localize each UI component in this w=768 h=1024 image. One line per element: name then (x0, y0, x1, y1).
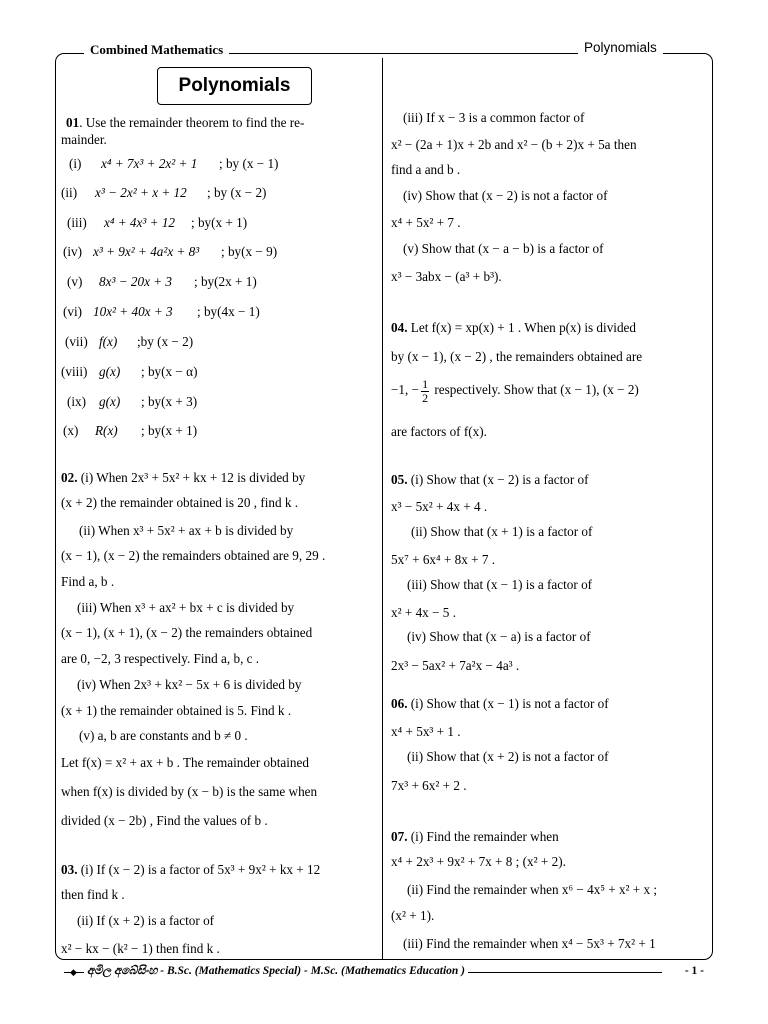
q03-line (61, 862, 320, 879)
q04-text: Let f(x) = xp(x) + 1 . When p(x) is divided (407, 320, 636, 335)
q02-line: when f(x) is divided by (x − b) is the same when (61, 784, 318, 799)
q01-part-label: (ii) (61, 185, 78, 200)
column-divider (382, 58, 383, 960)
q01-part-expr: g(x) (99, 394, 121, 409)
q06-number: 06. (391, 696, 408, 711)
q07-line: x⁴ + 2x³ + 9x² + 7x + 8 ; (x² + 2). (391, 854, 566, 869)
one-half-fraction (421, 378, 429, 404)
q01-part-divisor: ; by(x + 1) (191, 215, 248, 230)
q01-intro-text: . Use the remainder theorem to find the re- (79, 115, 305, 130)
q01-part-divisor: ; by(x + 3) (141, 394, 198, 409)
q02-line: Find a, b . (61, 574, 115, 589)
header-subject: Combined Mathematics (84, 42, 229, 58)
q07-line: (x² + 1). (391, 908, 435, 923)
q02-line: divided (x − 2b) , Find the values of b . (61, 813, 268, 828)
q02-line: (v) a, b are constants and b ≠ 0 . (79, 728, 248, 743)
q03-line: (ii) If (x + 2) is a factor of (77, 913, 215, 928)
q01-part-expr: x⁴ + 7x³ + 2x² + 1 (101, 156, 198, 171)
q05-line: x² + 4x − 5 . (391, 605, 456, 620)
q05-line: 2x³ − 5ax² + 7a²x − 4a³ . (391, 658, 520, 673)
q01-part-expr: 8x³ − 20x + 3 (99, 274, 173, 289)
q02-line: Let f(x) = x² + ax + b . The remainder obtained (61, 755, 309, 770)
q01-part-label: (v) (67, 274, 83, 289)
q01-part-expr: f(x) (99, 334, 118, 349)
q02-line: (iv) When 2x³ + kx² − 5x + 6 is divided by (77, 677, 302, 692)
q01-part-divisor: ;by (x − 2) (137, 334, 194, 349)
q01-part-divisor: ; by(4x − 1) (197, 304, 260, 319)
q01-part-label: (x) (63, 423, 79, 438)
q01-part-label: (vi) (63, 304, 83, 319)
q01-part-label: (iii) (67, 215, 87, 230)
q07-line: (iii) Find the remainder when x⁴ − 5x³ + 7x² + 1 (403, 936, 656, 951)
q05-line: (iv) Show that (x − a) is a factor of (407, 629, 591, 644)
q07-line: (ii) Find the remainder when x⁶ − 4x⁵ + x² + x ; (407, 882, 658, 897)
q03-cont-line: x³ − 3abx − (a³ + b³). (391, 269, 502, 284)
page-number: - 1 - (684, 965, 704, 977)
q04-line: are factors of f(x). (391, 424, 487, 439)
q05-text: (i) Show that (x − 2) is a factor of (407, 472, 589, 487)
q05-line: (ii) Show that (x + 1) is a factor of (411, 524, 593, 539)
page-footer (64, 962, 704, 984)
q06-text: (i) Show that (x − 1) is not a factor of (407, 696, 609, 711)
q02-line: (x − 1), (x + 1), (x − 2) the remainders obtained (61, 625, 313, 640)
q01-intro-a (66, 115, 304, 132)
q01-part-divisor: ; by (x − 2) (207, 185, 267, 200)
q04-line (391, 378, 639, 404)
q06-line: 7x³ + 6x² + 2 . (391, 778, 467, 793)
q05-line: 5x⁷ + 6x⁴ + 8x + 7 . (391, 552, 496, 567)
q01-part-divisor: ; by (x − 1) (219, 156, 279, 171)
q01-part-label: (vii) (65, 334, 88, 349)
q01-part-label: (i) (69, 156, 82, 171)
q05-line: (iii) Show that (x − 1) is a factor of (407, 577, 593, 592)
q07-text: (i) Find the remainder when (407, 829, 559, 844)
q03-cont-line: x² − (2a + 1)x + 2b and x² − (b + 2)x + 5a then (391, 137, 637, 152)
q04-text: respectively. Show that (x − 1), (x − 2) (431, 382, 639, 398)
q01-part-label: (viii) (61, 364, 88, 379)
q06-line: x⁴ + 5x³ + 1 . (391, 724, 461, 739)
q02-line: (x − 1), (x − 2) the remainders obtained are 9, 29 . (61, 548, 326, 563)
q02-line: (x + 2) the remainder obtained is 20 , find k . (61, 495, 299, 510)
q02-line: (x + 1) the remainder obtained is 5. Find k . (61, 703, 292, 718)
q02-number: 02. (61, 470, 78, 485)
q03-text: (i) If (x − 2) is a factor of 5x³ + 9x² + kx + 12 (80, 862, 321, 877)
q04-values: −1, − (391, 382, 420, 398)
q05-line: x³ − 5x² + 4x + 4 . (391, 499, 488, 514)
q07-line (391, 829, 559, 846)
q06-line (391, 696, 609, 713)
q01-part-expr: x³ − 2x² + x + 12 (95, 185, 187, 200)
q05-line (391, 472, 589, 489)
q01-part-label: (ix) (67, 394, 87, 409)
q02-line: (iii) When x³ + ax² + bx + c is divided by (77, 600, 295, 615)
q03-line: then find k . (61, 887, 125, 902)
q07-number: 07. (391, 829, 408, 844)
q04-number: 04. (391, 320, 408, 335)
fraction-numerator: 1 (422, 377, 429, 391)
q06-line: (ii) Show that (x + 2) is not a factor of (407, 749, 609, 764)
footer-bullet-icon: ◆ (70, 967, 77, 977)
page-title: Polynomials (157, 67, 312, 105)
q02-line: are 0, −2, 3 respectively. Find a, b, c . (61, 651, 260, 666)
q01-part-divisor: ; by(x − α) (141, 364, 198, 379)
q03-number: 03. (61, 862, 78, 877)
q01-part-divisor: ; by(x − 9) (221, 244, 278, 259)
q02-line: (ii) When x³ + 5x² + ax + b is divided by (79, 523, 294, 538)
q01-part-expr: x³ + 9x² + 4a²x + 8³ (93, 244, 200, 259)
q01-part-label: (iv) (63, 244, 83, 259)
q04-line: by (x − 1), (x − 2) , the remainders obtained are (391, 349, 643, 364)
q01-part-divisor: ; by(2x + 1) (194, 274, 257, 289)
q03-line: x² − kx − (k² − 1) then find k . (61, 941, 220, 956)
q03-cont-line: (v) Show that (x − a − b) is a factor of (403, 241, 604, 256)
footer-author: අමිල අබේසිංහ - B.Sc. (Mathematics Special) - M.Sc. (Mathematics Education ) (84, 965, 468, 978)
q02-line (61, 470, 305, 487)
q03-cont-line: (iv) Show that (x − 2) is not a factor of (403, 188, 608, 203)
q02-text: (i) When 2x³ + 5x² + kx + 12 is divided by (80, 470, 306, 485)
header-topic: Polynomials (578, 40, 663, 55)
q03-cont-line: x⁴ + 5x² + 7 . (391, 215, 461, 230)
q01-part-expr: x⁴ + 4x³ + 12 (104, 215, 176, 230)
q03-cont-line: find a and b . (391, 162, 461, 177)
q01-part-divisor: ; by(x + 1) (141, 423, 198, 438)
q01-number: 01 (66, 115, 80, 130)
q01-part-expr: R(x) (95, 423, 118, 438)
q01-part-expr: g(x) (99, 364, 121, 379)
fraction-denominator: 2 (422, 390, 429, 405)
q01-intro-b: mainder. (61, 132, 107, 147)
q05-number: 05. (391, 472, 408, 487)
q03-cont-line: (iii) If x − 3 is a common factor of (403, 110, 585, 125)
q04-line (391, 320, 636, 337)
q01-part-expr: 10x² + 40x + 3 (93, 304, 173, 319)
